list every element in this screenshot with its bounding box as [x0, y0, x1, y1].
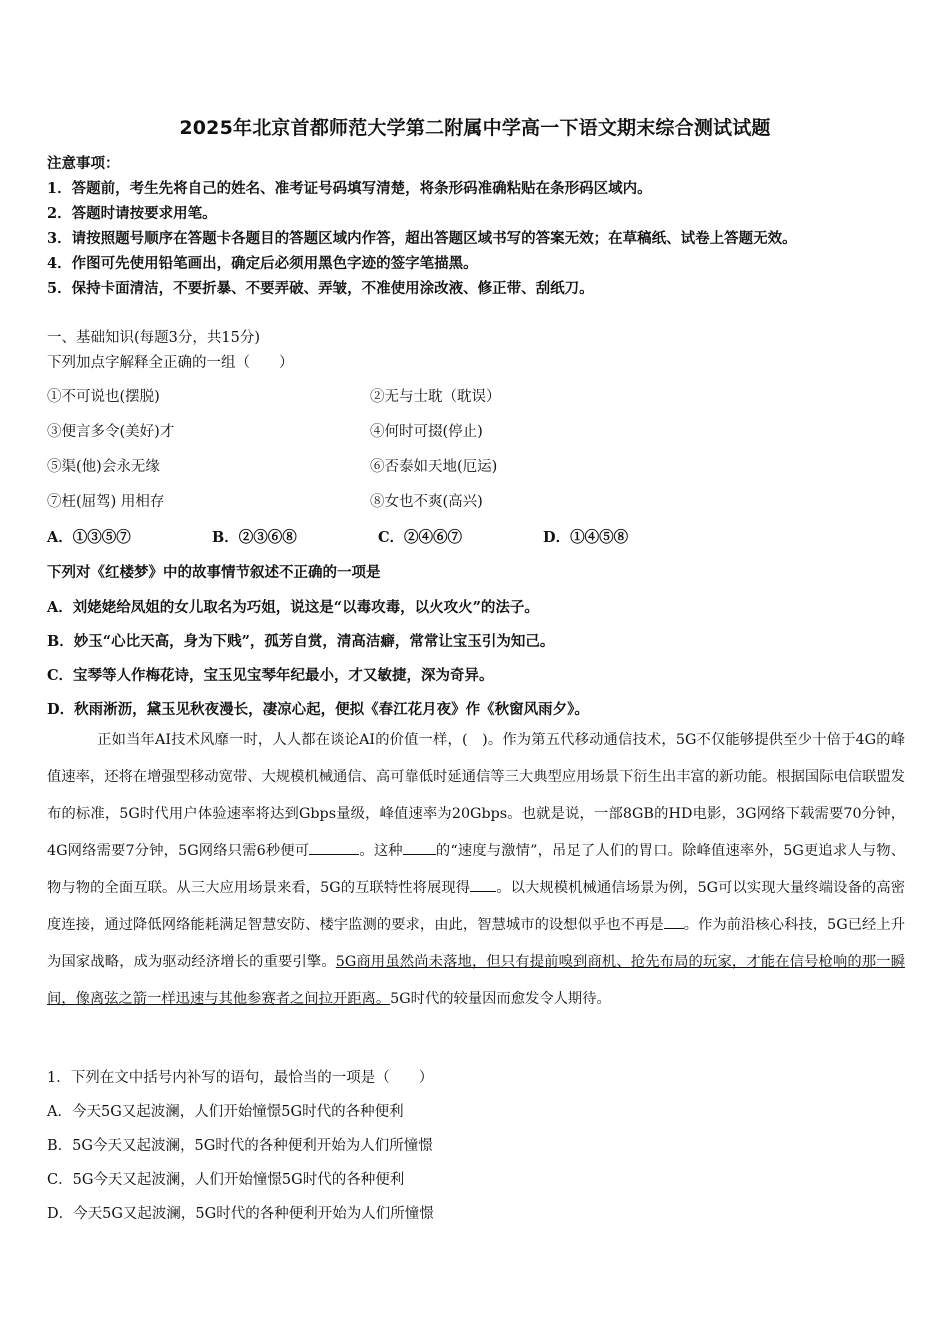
item-row [47, 455, 897, 476]
item-text: ②无与士耽（耽误） [370, 389, 501, 405]
item-text: ①不可说也(摆脱) [47, 389, 160, 405]
item-text: ⑤渠(他)会永无缘 [47, 459, 160, 475]
passage-text: 5G时代的较量因而愈发令人期待。 [390, 991, 611, 1007]
option-c[interactable]: C．②④⑥⑦ [378, 529, 463, 546]
option-c[interactable]: C．宝琴等人作梅花诗，宝玉见宝琴年纪最小，才又敏捷，深为奇异。 [47, 667, 494, 684]
underlined-sentence: 5G商用虽然尚未落地，但只有提前嗅到商机、抢先布局的玩家，才能在信号枪响的那一瞬间，像离弦之箭一样迅速与其他参赛者之间拉开距离。 [47, 954, 906, 1007]
notice-item: 3．请按照题号顺序在答题卡各题目的答题区域内作答，超出答题区域书写的答案无效；在草稿纸、试卷上答题无效。 [47, 230, 797, 247]
notice-heading: 注意事项： [47, 155, 120, 172]
answer-blank [309, 842, 359, 855]
section-heading: 一、基础知识(每题3分，共15分) [47, 330, 260, 346]
passage-text: 。这种 [359, 843, 403, 859]
answer-blank [403, 842, 436, 855]
question-stem: 下列对《红楼梦》中的故事情节叙述不正确的一项是 [47, 564, 381, 581]
item-text: ④何时可掇(停止) [370, 424, 483, 440]
item-text: ⑦枉(屈驾) 用相存 [47, 494, 165, 510]
option-a[interactable]: A．刘姥姥给凤姐的女儿取名为巧姐，说这是“以毒攻毒，以火攻火”的法子。 [47, 599, 539, 616]
item-row [47, 490, 897, 511]
passage-text: 。以大规模机械通信场景为例，5G可以实现大量终端设备的高密度连接，通过降低网络能耗满足智慧安防、楼宇监测的要求，由此，智慧城市的设想似乎也不再是 [47, 880, 905, 933]
notice-item: 4．作图可先使用铅笔画出，确定后必须用黑色字迹的签字笔描黑。 [47, 255, 478, 272]
passage-text: 正如当年AI技术风靡一时，人人都在谈论AI的价值一样，( )。作为第五代移动通信技术，5G不仅能够提供至少十倍于4G的峰值速率，还将在增强型移动宽带、大规模机械通信、高可靠低时延通信等三大典型应用场景下衍生出丰富的新功能。根据国际电信联盟发布的标准，5G时代用户体验速率将达到Gbps量级，峰值速率为20Gbps。也就是说，一部8GB的HD电影，3G网络下载需要70分钟，4G网络需要7分钟，5G网络只需6秒便可 [47, 732, 905, 859]
notice-item: 2．答题时请按要求用笔。 [47, 205, 217, 222]
item-row [47, 420, 897, 441]
item-text: ⑥否泰如天地(厄运) [370, 459, 498, 475]
question-stem: 下列加点字解释全正确的一组（ ） [47, 355, 294, 371]
answer-blank [470, 879, 496, 892]
option-b[interactable]: B．②③⑥⑧ [212, 529, 297, 546]
passage-text: 。作为前沿核心科技，5G已经上升为国家战略，成为驱动经济增长的重要引擎。 [47, 917, 906, 970]
question-stem: 1．下列在文中括号内补写的语句，最恰当的一项是（ ） [47, 1070, 434, 1086]
item-row [47, 385, 897, 406]
option-d[interactable]: D．秋雨淅沥，黛玉见秋夜漫长，凄凉心起，便拟《春江花月夜》作《秋窗风雨夕》。 [47, 701, 589, 718]
option-b[interactable]: B．5G今天又起波澜，5G时代的各种便利开始为人们所憧憬 [47, 1138, 433, 1154]
reading-passage [47, 722, 905, 1018]
item-text: ⑧女也不爽(高兴) [370, 494, 483, 510]
option-a[interactable]: A．今天5G又起波澜，人们开始憧憬5G时代的各种便利 [47, 1104, 404, 1120]
option-d[interactable]: D．①④⑤⑧ [543, 529, 629, 546]
option-d[interactable]: D．今天5G又起波澜，5G时代的各种便利开始为人们所憧憬 [47, 1206, 434, 1222]
passage-text: 的“速度与激情”，吊足了人们的胃口。除峰值速率外，5G更追求人与物、物与物的全面互联。从三大应用场景来看，5G的互联特性将展现得 [47, 843, 905, 896]
notice-item: 1．答题前，考生先将自己的姓名、准考证号码填写清楚，将条形码准确粘贴在条形码区域内。 [47, 180, 652, 197]
option-c[interactable]: C．5G今天又起波澜，人们开始憧憬5G时代的各种便利 [47, 1172, 405, 1188]
answer-blank [664, 916, 684, 929]
notice-item: 5．保持卡面清洁，不要折暴、不要弄破、弄皱，不准使用涂改液、修正带、刮纸刀。 [47, 280, 594, 297]
option-a[interactable]: A．①③⑤⑦ [47, 529, 131, 546]
option-b[interactable]: B．妙玉“心比天高，身为下贱”，孤芳自赏，清高洁癖，常常让宝玉引为知己。 [47, 633, 555, 650]
item-text: ③便言多令(美好)才 [47, 424, 175, 440]
page-title: 2025年北京首都师范大学第二附属中学高一下语文期末综合测试试题 [179, 117, 771, 139]
